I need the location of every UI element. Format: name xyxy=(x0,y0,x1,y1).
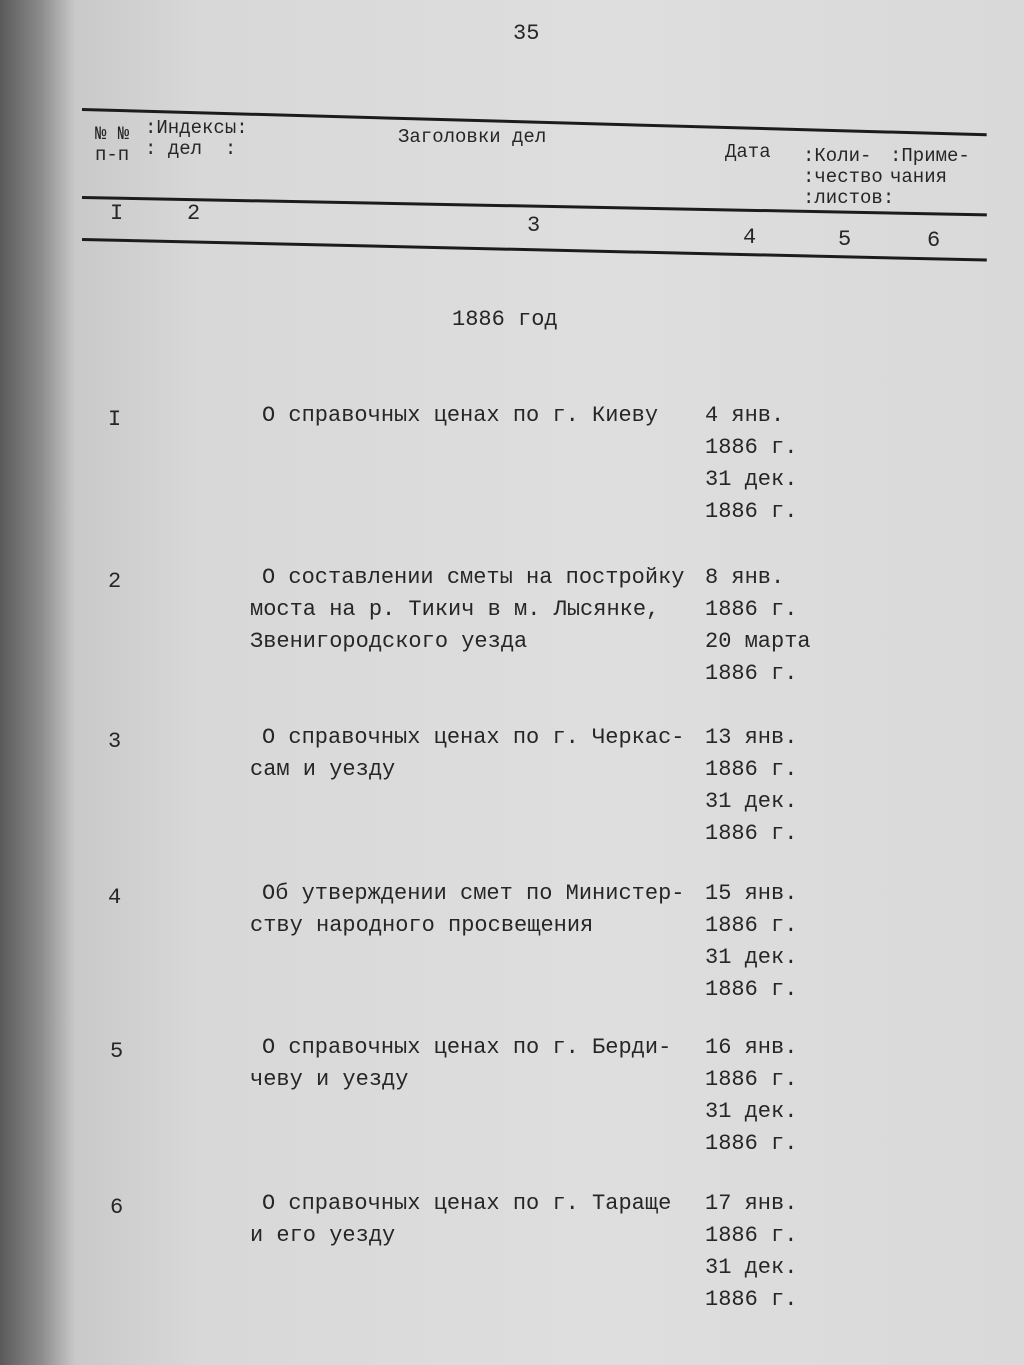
record-title-line: О справочных ценах по г. Киеву xyxy=(262,403,659,428)
record-date-line: 1886 г. xyxy=(705,1131,798,1156)
record-title-line: Звенигородского уезда xyxy=(250,629,528,654)
record-title-line: Об утверждении смет по Министер- xyxy=(262,881,685,906)
record-date-line: 1886 г. xyxy=(705,597,798,622)
record-date-line: 1886 г. xyxy=(705,913,798,938)
record-date-line: 1886 г. xyxy=(705,757,798,782)
record-date-line: 1886 г. xyxy=(705,1223,798,1248)
record-title-line: О составлении сметы на постройку xyxy=(262,565,685,590)
record-date-line: 16 янв. xyxy=(705,1035,798,1060)
header-text: № № xyxy=(95,123,130,145)
record-date-line: 1886 г. xyxy=(705,499,798,524)
record-number: 4 xyxy=(108,885,122,910)
section-title: 1886 год xyxy=(452,307,558,332)
header-col-sheets: :Коли- :чество :листов: xyxy=(803,145,895,209)
record-number: 6 xyxy=(110,1195,124,1220)
record-title-line: сам и уезду xyxy=(250,757,396,782)
header-col-index: :Индексы: : дел : xyxy=(145,117,248,160)
header-text: п-п xyxy=(95,144,130,166)
header-text: Индексы xyxy=(156,117,237,139)
record-date-line: 1886 г. xyxy=(705,821,798,846)
header-col-title: Заголовки дел xyxy=(398,126,547,148)
header-text: чество xyxy=(814,166,883,188)
record-date-line: 20 марта xyxy=(705,629,811,654)
record-date-line: 31 дек. xyxy=(705,1099,798,1124)
header-col-number xyxy=(95,124,129,166)
record-date-line: 31 дек. xyxy=(705,789,798,814)
header-col-notes: :Приме- чания xyxy=(890,145,970,188)
header-text: чания xyxy=(890,166,948,188)
record-date-line: 15 янв. xyxy=(705,881,798,906)
record-date-line: 13 янв. xyxy=(705,725,798,750)
header-col-date: Дата xyxy=(725,141,771,163)
record-date-line: 17 янв. xyxy=(705,1191,798,1216)
record-number: 3 xyxy=(108,729,122,754)
page-number: 35 xyxy=(513,21,540,46)
record-title-line: и его уезду xyxy=(250,1223,396,1248)
record-date-line: 1886 г. xyxy=(705,977,798,1002)
header-text: листов xyxy=(814,187,883,209)
record-date-line: 8 янв. xyxy=(705,565,785,590)
col-number-4: 4 xyxy=(743,225,757,250)
record-title-line: моста на р. Тикич в м. Лысянке, xyxy=(250,597,660,622)
record-date-line: 1886 г. xyxy=(705,661,798,686)
header-text: Приме- xyxy=(901,145,970,167)
col-number-2: 2 xyxy=(187,201,201,226)
record-date-line: 1886 г. xyxy=(705,435,798,460)
record-date-line: 31 дек. xyxy=(705,1255,798,1280)
record-title-line: О справочных ценах по г. Черкас- xyxy=(262,725,685,750)
col-number-1: I xyxy=(110,201,124,226)
record-title-line: чеву и уезду xyxy=(250,1067,409,1092)
header-text: Коли- xyxy=(814,145,872,167)
record-number: 2 xyxy=(108,569,122,594)
header-text: дел xyxy=(167,138,203,160)
col-number-6: 6 xyxy=(927,228,941,253)
record-title-line: ству народного просвещения xyxy=(250,913,594,938)
record-date-line: 31 дек. xyxy=(705,467,798,492)
col-number-5: 5 xyxy=(838,227,852,252)
record-title-line: О справочных ценах по г. Тараще xyxy=(262,1191,672,1216)
record-number: I xyxy=(108,407,122,432)
record-date-line: 31 дек. xyxy=(705,945,798,970)
record-title-line: О справочных ценах по г. Берди- xyxy=(262,1035,672,1060)
record-date-line: 4 янв. xyxy=(705,403,785,428)
record-date-line: 1886 г. xyxy=(705,1067,798,1092)
record-number: 5 xyxy=(110,1039,124,1064)
record-date-line: 1886 г. xyxy=(705,1287,798,1312)
col-number-3: 3 xyxy=(527,213,541,238)
